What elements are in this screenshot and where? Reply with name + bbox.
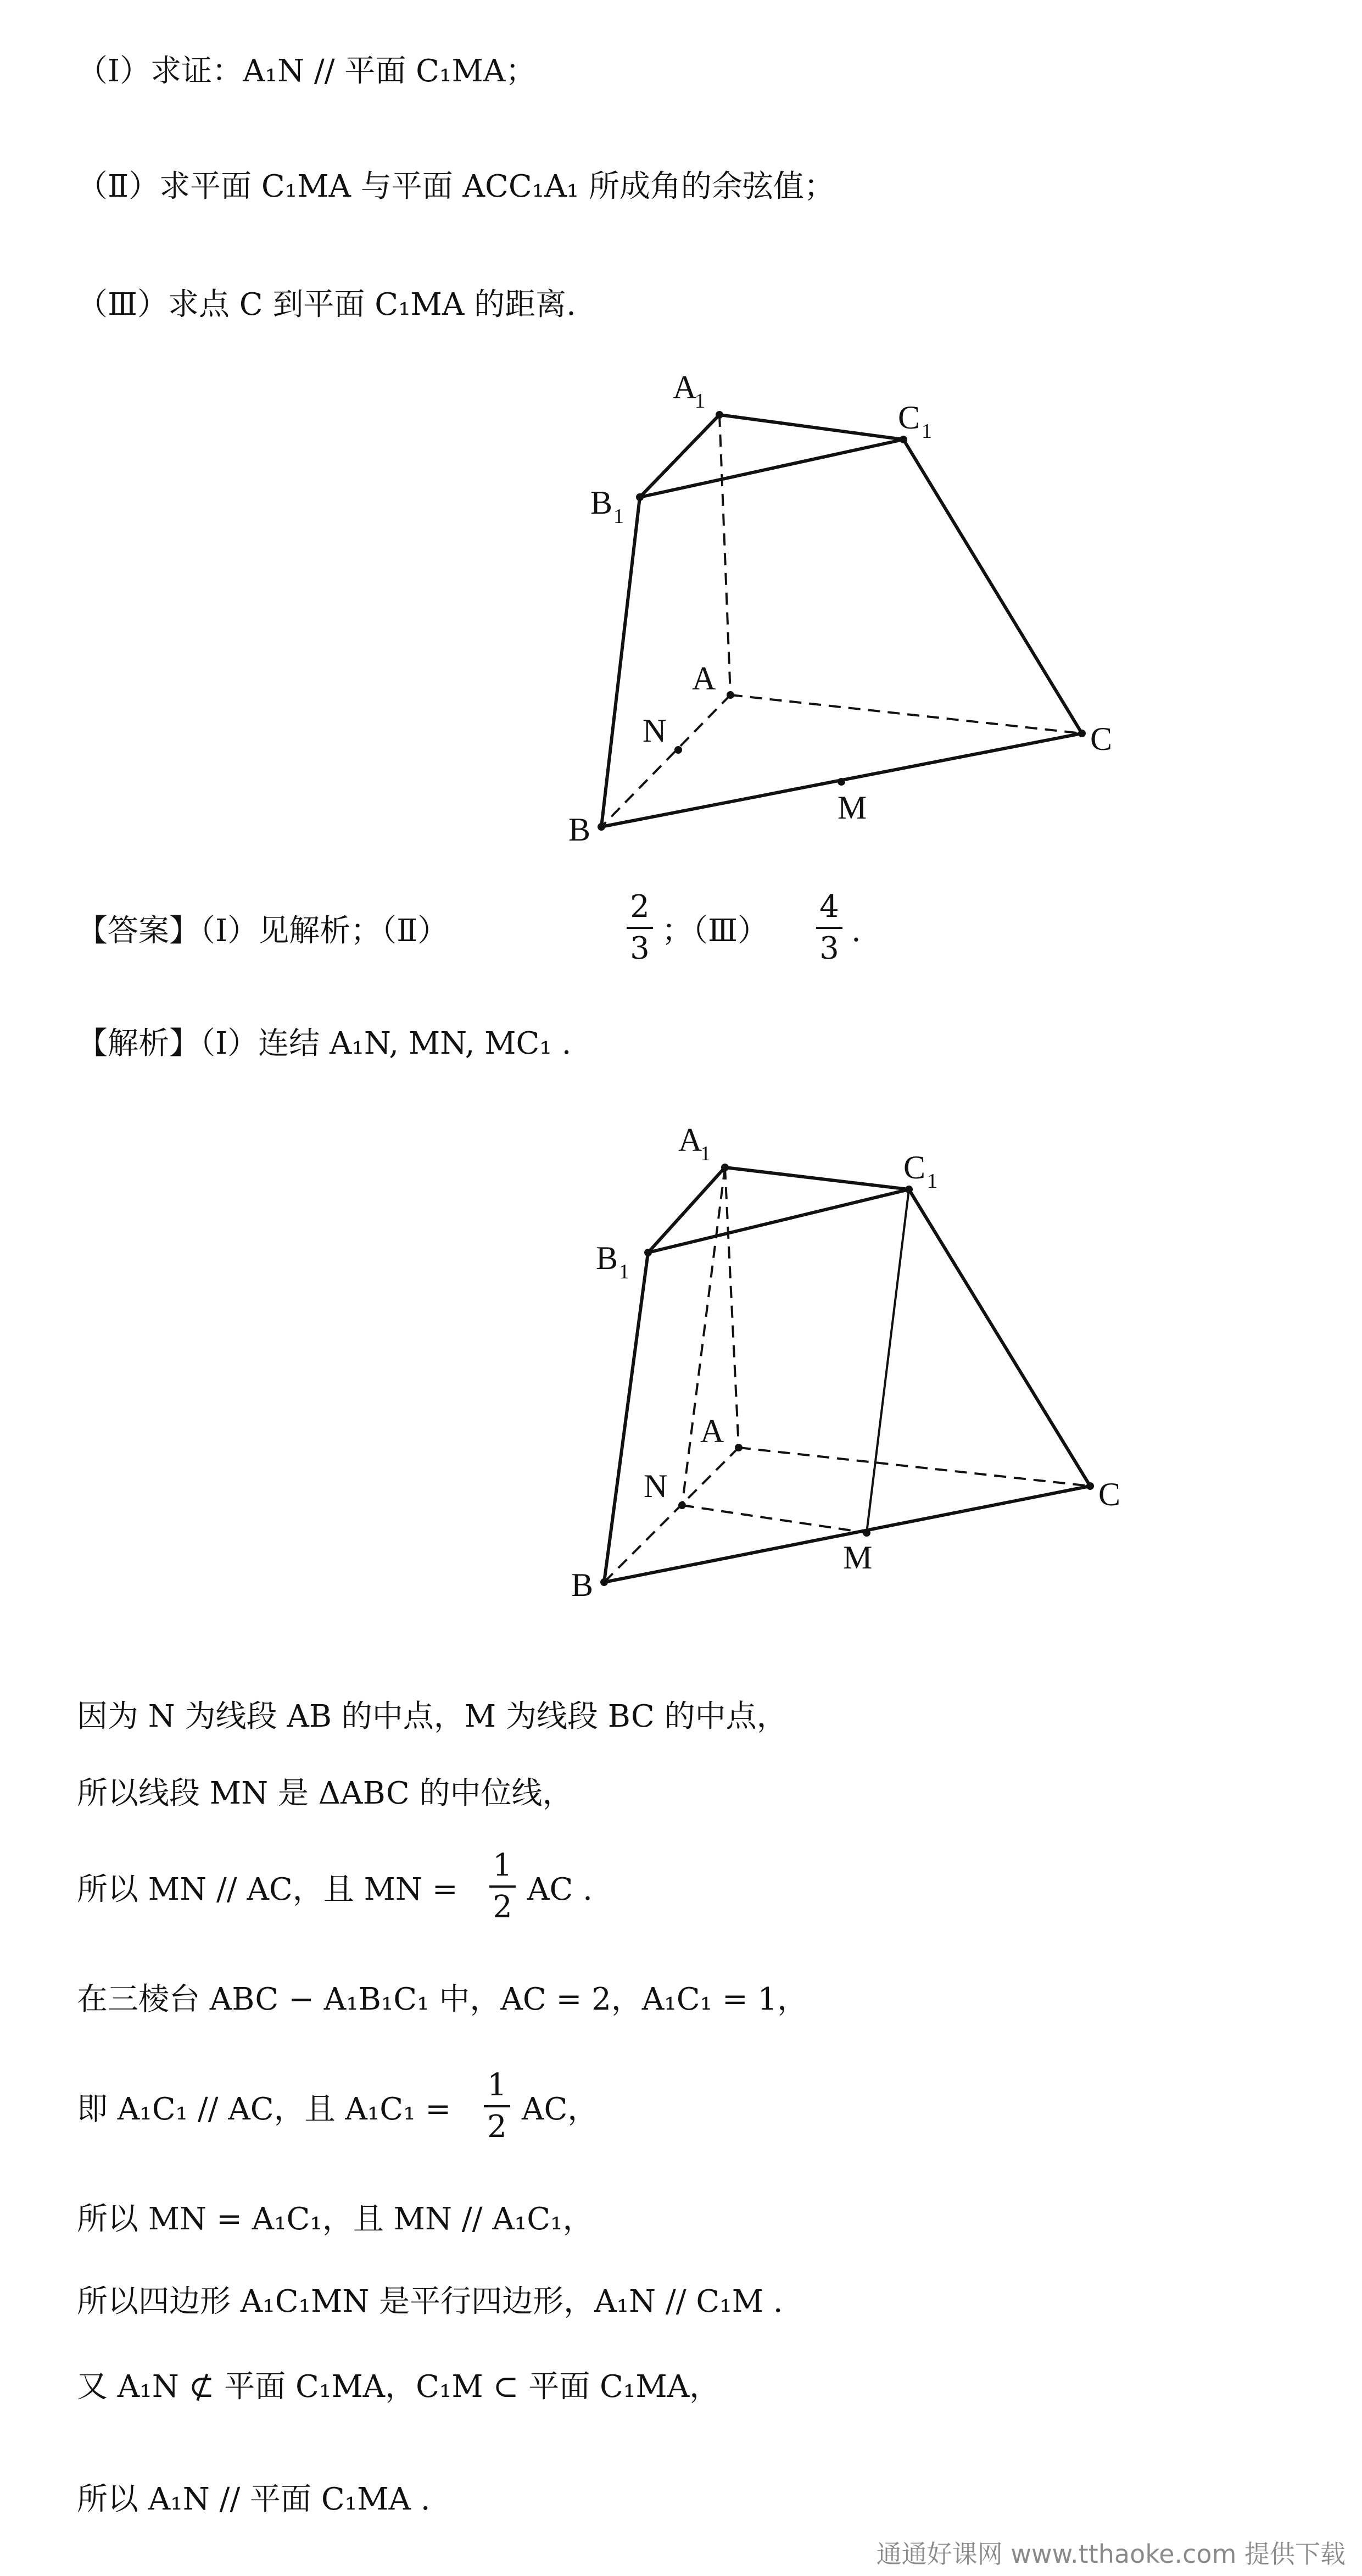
analysis-line2: 所以线段 MN 是 ΔABC 的中位线， — [77, 1776, 573, 1811]
answer-fraction-2 — [813, 887, 846, 969]
label-C1: C — [898, 399, 920, 436]
label-A: A — [692, 660, 716, 697]
line5-frac-den: 2 — [487, 2109, 507, 2145]
figure-frustum-1 — [0, 352, 1362, 868]
problem-part2: （Ⅱ）求平面 C₁MA 与平面 ACC₁A₁ 所成角的余弦值； — [77, 169, 835, 204]
analysis-line9: 所以 A₁N // 平面 C₁MA . — [77, 2482, 431, 2517]
analysis-line6: 所以 MN = A₁C₁，且 MN // A₁C₁， — [77, 2201, 594, 2237]
problem-part1: （Ⅰ）求证：A₁N // 平面 C₁MA； — [77, 53, 537, 89]
label-N: N — [643, 713, 667, 749]
frac2-den: 3 — [819, 931, 839, 966]
analysis-intro: 【解析】（Ⅰ）连结 A₁N, MN, MC₁ . — [77, 1026, 572, 1061]
line3-fraction — [486, 1846, 519, 1927]
label-A1: A — [673, 369, 697, 405]
label2-B1-sub: 1 — [619, 1260, 629, 1283]
analysis-line3a: 所以 MN // AC，且 MN = — [77, 1872, 458, 1907]
label2-N: N — [644, 1468, 668, 1504]
analysis-line8: 又 A₁N ⊄ 平面 C₁MA，C₁M ⊂ 平面 C₁MA， — [77, 2369, 721, 2405]
analysis-line3b: AC . — [527, 1872, 593, 1907]
line5-fraction — [481, 2066, 513, 2147]
label2-A: A — [700, 1413, 724, 1449]
label2-A1: A — [678, 1122, 702, 1158]
figure-frustum-2 — [0, 1099, 1362, 1626]
analysis-line1: 因为 N 为线段 AB 的中点，M 为线段 BC 的中点， — [77, 1699, 788, 1734]
label-C1-sub: 1 — [922, 420, 932, 443]
analysis-line5a: 即 A₁C₁ // AC，且 A₁C₁ = — [77, 2091, 451, 2127]
label2-C: C — [1098, 1476, 1121, 1512]
analysis-line7: 所以四边形 A₁C₁MN 是平行四边形，A₁N // C₁M . — [77, 2284, 783, 2319]
line3-frac-den: 2 — [493, 1889, 512, 1925]
label2-C1-sub: 1 — [927, 1170, 937, 1193]
label-B1-sub: 1 — [613, 505, 624, 528]
answer-end: . — [851, 913, 861, 949]
label-M: M — [838, 789, 867, 826]
answer-text-1: 【答案】（Ⅰ）见解析；（Ⅱ） — [77, 913, 449, 949]
answer-prefix — [77, 909, 448, 953]
line5-frac-num: 1 — [487, 2067, 507, 2103]
label2-B1: B — [596, 1240, 618, 1276]
frac1-den: 3 — [630, 931, 650, 966]
answer-mid: ；（Ⅲ） — [662, 913, 769, 949]
label2-M: M — [843, 1539, 873, 1576]
analysis-line4: 在三棱台 ABC − A₁B₁C₁ 中，AC = 2，A₁C₁ = 1， — [77, 1982, 808, 2017]
label2-C1: C — [903, 1149, 926, 1186]
analysis-line5b: AC， — [522, 2091, 599, 2127]
frac1-num: 2 — [630, 889, 650, 925]
label-C: C — [1090, 721, 1113, 757]
label-B1: B — [590, 485, 613, 521]
frac2-num: 4 — [819, 889, 839, 925]
watermark: 通通好课网 www.tthaoke.com 提供下载 — [876, 2539, 1346, 2569]
line3-frac-num: 1 — [493, 1848, 512, 1883]
label-B: B — [568, 811, 591, 848]
label-A1-sub: 1 — [695, 390, 705, 413]
answer-fraction-1 — [623, 887, 656, 969]
label2-B: B — [571, 1567, 594, 1603]
problem-part3: （Ⅲ）求点 C 到平面 C₁MA 的距离. — [77, 287, 576, 322]
label2-A1-sub: 1 — [700, 1142, 711, 1165]
